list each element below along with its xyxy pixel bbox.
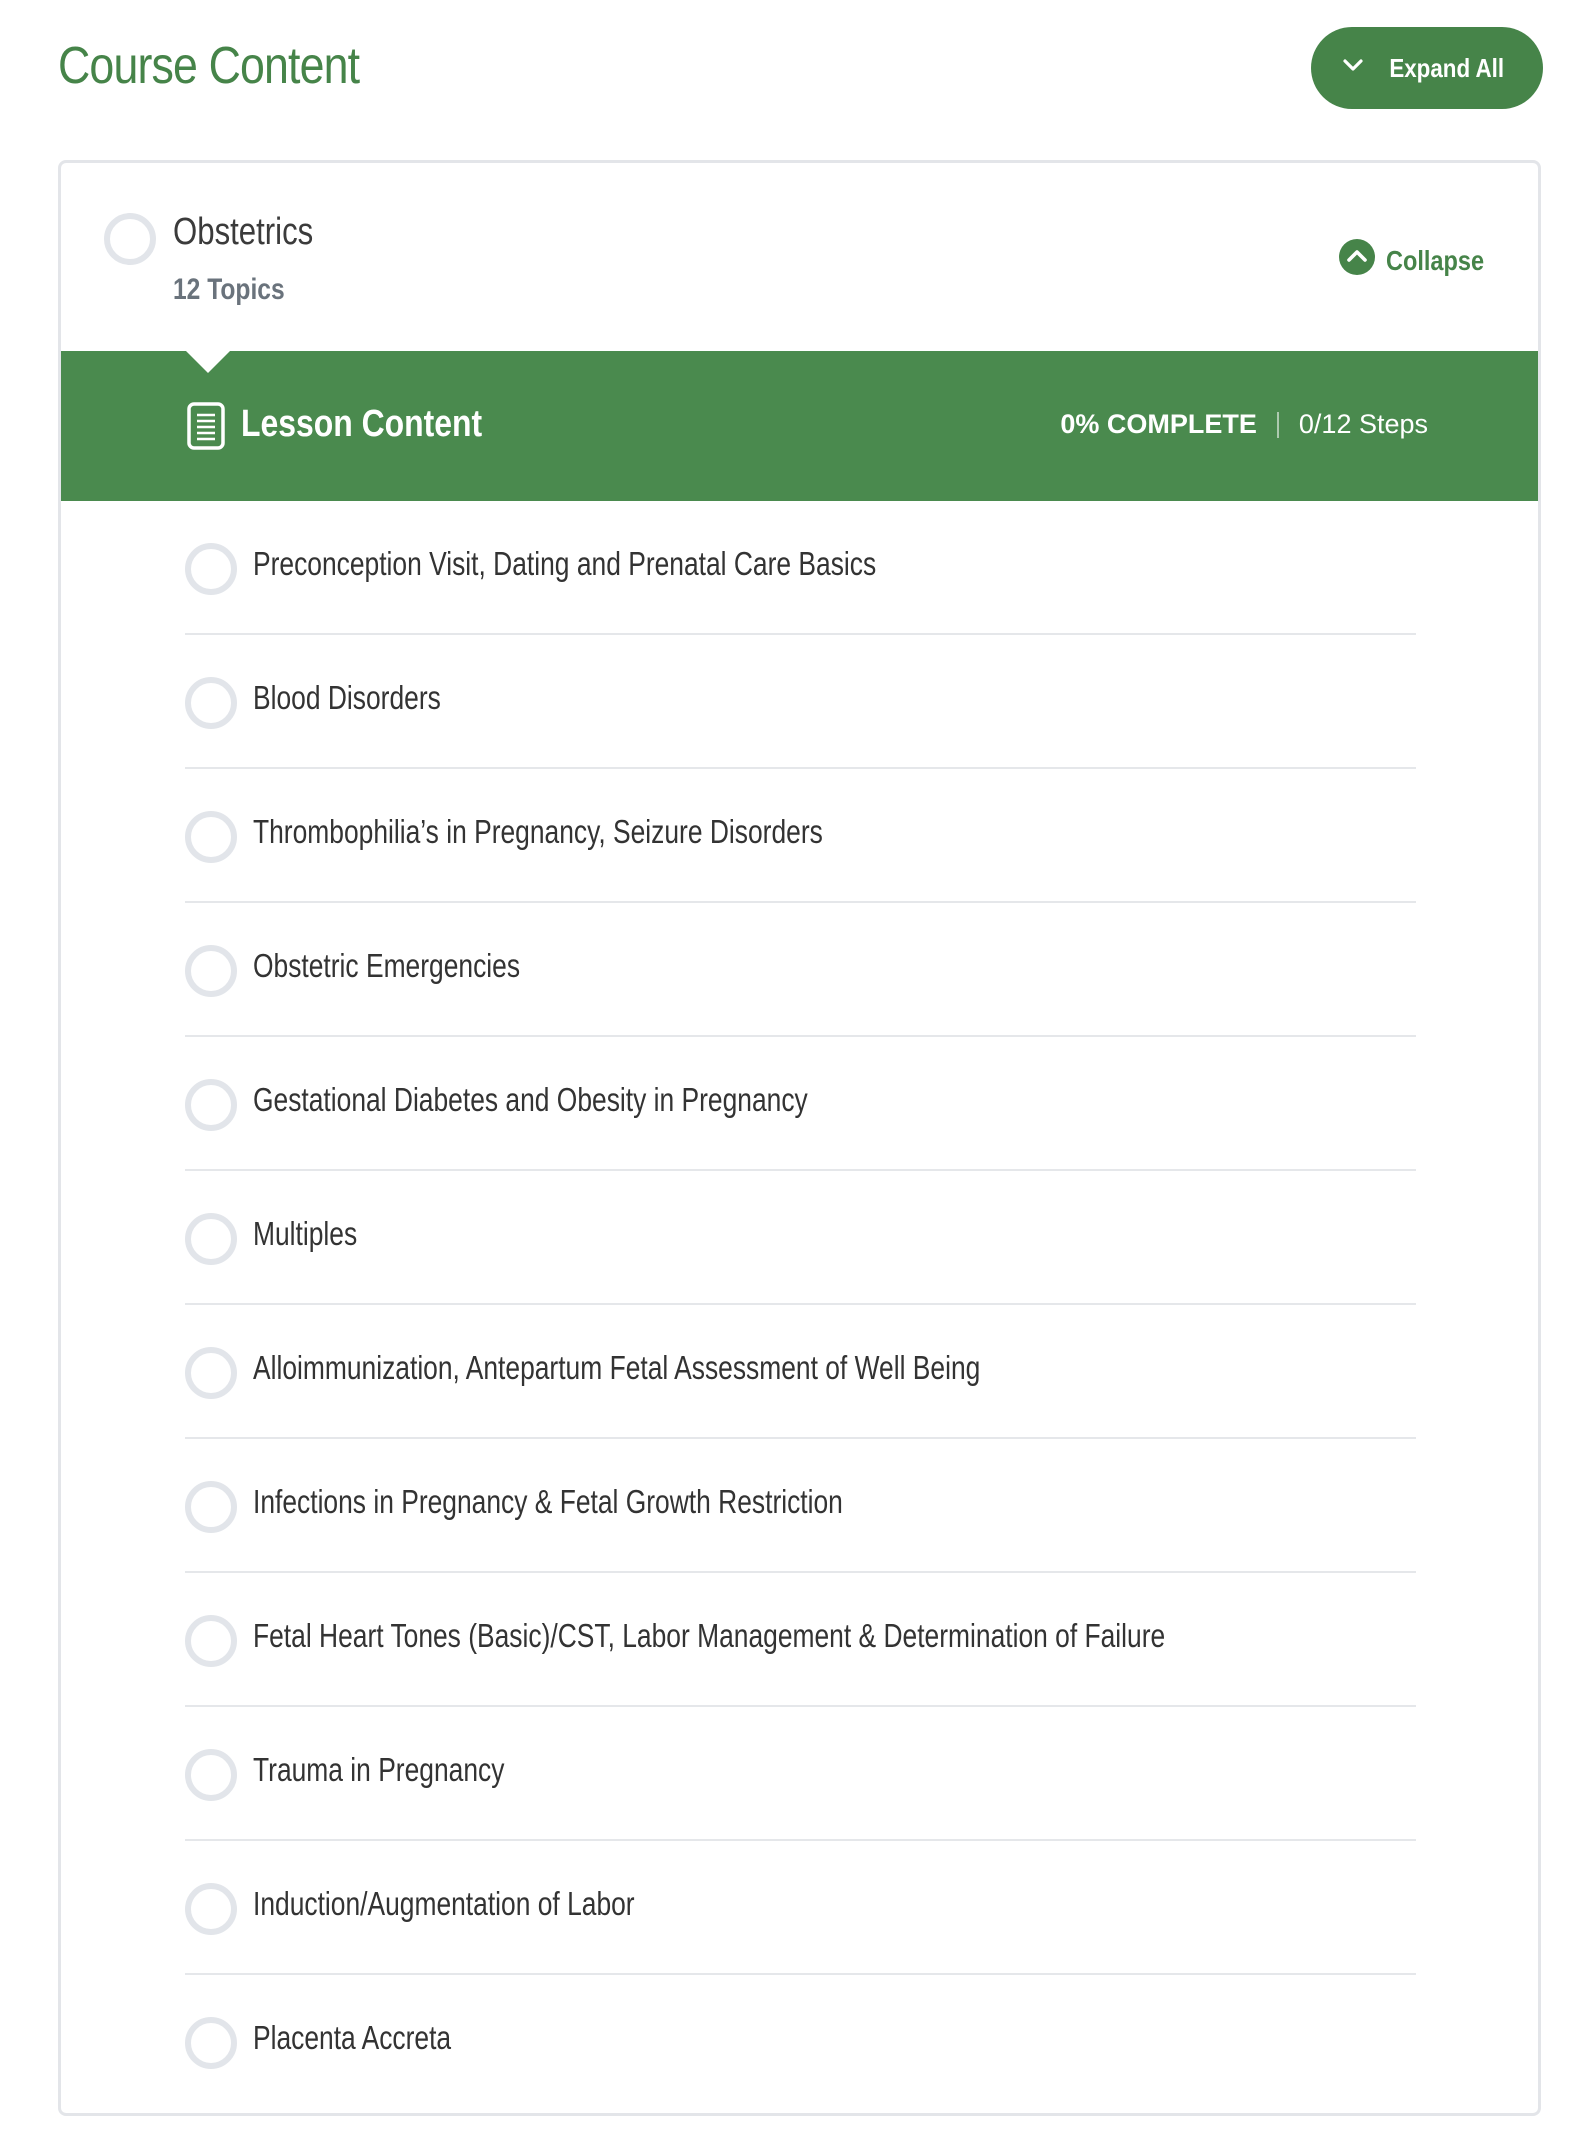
topic-title[interactable]: Thrombophilia’s in Pregnancy, Seizure Disorders [253, 813, 823, 850]
chevron-down-icon [1340, 52, 1366, 85]
page-title: Course Content [58, 37, 360, 95]
topic-item[interactable] [185, 769, 1416, 903]
topic-title[interactable]: Alloimmunization, Antepartum Fetal Assessment of Well Being [253, 1349, 981, 1386]
topic-item[interactable] [185, 1439, 1416, 1573]
section-title[interactable]: Obstetrics [173, 211, 314, 253]
incomplete-circle-icon [185, 811, 237, 863]
steps-count: 0/12 Steps [1298, 409, 1428, 439]
section-topic-count: 12 Topics [173, 273, 285, 306]
topic-title[interactable]: Placenta Accreta [253, 2019, 452, 2056]
topic-title[interactable]: Gestational Diabetes and Obesity in Pregnancy [253, 1081, 808, 1118]
topic-item[interactable] [185, 1573, 1416, 1707]
lesson-content-header [61, 351, 1538, 501]
topic-title[interactable]: Fetal Heart Tones (Basic)/CST, Labor Management & Determination of Failure [253, 1617, 1166, 1654]
incomplete-circle-icon [185, 1347, 237, 1399]
topic-item[interactable] [185, 635, 1416, 769]
topic-item[interactable] [185, 1975, 1416, 2109]
incomplete-circle-icon [185, 543, 237, 595]
incomplete-circle-icon [104, 213, 156, 265]
incomplete-circle-icon [185, 677, 237, 729]
incomplete-circle-icon [185, 1481, 237, 1533]
topic-item[interactable] [185, 1841, 1416, 1975]
incomplete-circle-icon [185, 1213, 237, 1265]
topic-item[interactable] [185, 1037, 1416, 1171]
topic-title[interactable]: Trauma in Pregnancy [253, 1751, 505, 1788]
percent-complete: 0% COMPLETE [1060, 409, 1257, 439]
incomplete-circle-icon [185, 2017, 237, 2069]
topic-title[interactable]: Preconception Visit, Dating and Prenatal Care Basics [253, 545, 877, 582]
topic-title[interactable]: Multiples [253, 1215, 358, 1252]
topic-title[interactable]: Induction/Augmentation of Labor [253, 1885, 635, 1922]
incomplete-circle-icon [185, 1749, 237, 1801]
incomplete-circle-icon [185, 1883, 237, 1935]
expand-all-button[interactable] [1311, 27, 1543, 109]
topic-item[interactable] [185, 1707, 1416, 1841]
topic-title[interactable]: Infections in Pregnancy & Fetal Growth Restriction [253, 1483, 843, 1520]
lesson-progress [1060, 409, 1428, 440]
pointer-notch [184, 349, 232, 373]
incomplete-circle-icon [185, 1615, 237, 1667]
topic-title[interactable]: Blood Disorders [253, 679, 441, 716]
progress-divider [1277, 412, 1279, 438]
lesson-content-title: Lesson Content [241, 403, 483, 445]
topic-list [185, 501, 1416, 2109]
collapse-label: Collapse [1386, 244, 1485, 276]
topic-item[interactable] [185, 1171, 1416, 1305]
incomplete-circle-icon [185, 945, 237, 997]
chevron-up-circle-icon [1338, 238, 1376, 283]
topic-item[interactable] [185, 501, 1416, 635]
incomplete-circle-icon [185, 1079, 237, 1131]
section-card [58, 160, 1541, 2116]
document-lines-icon [186, 401, 226, 451]
expand-all-label: Expand All [1389, 52, 1505, 83]
topic-title[interactable]: Obstetric Emergencies [253, 947, 521, 984]
topic-item[interactable] [185, 903, 1416, 1037]
topic-item[interactable] [185, 1305, 1416, 1439]
collapse-button[interactable] [1338, 238, 1503, 283]
